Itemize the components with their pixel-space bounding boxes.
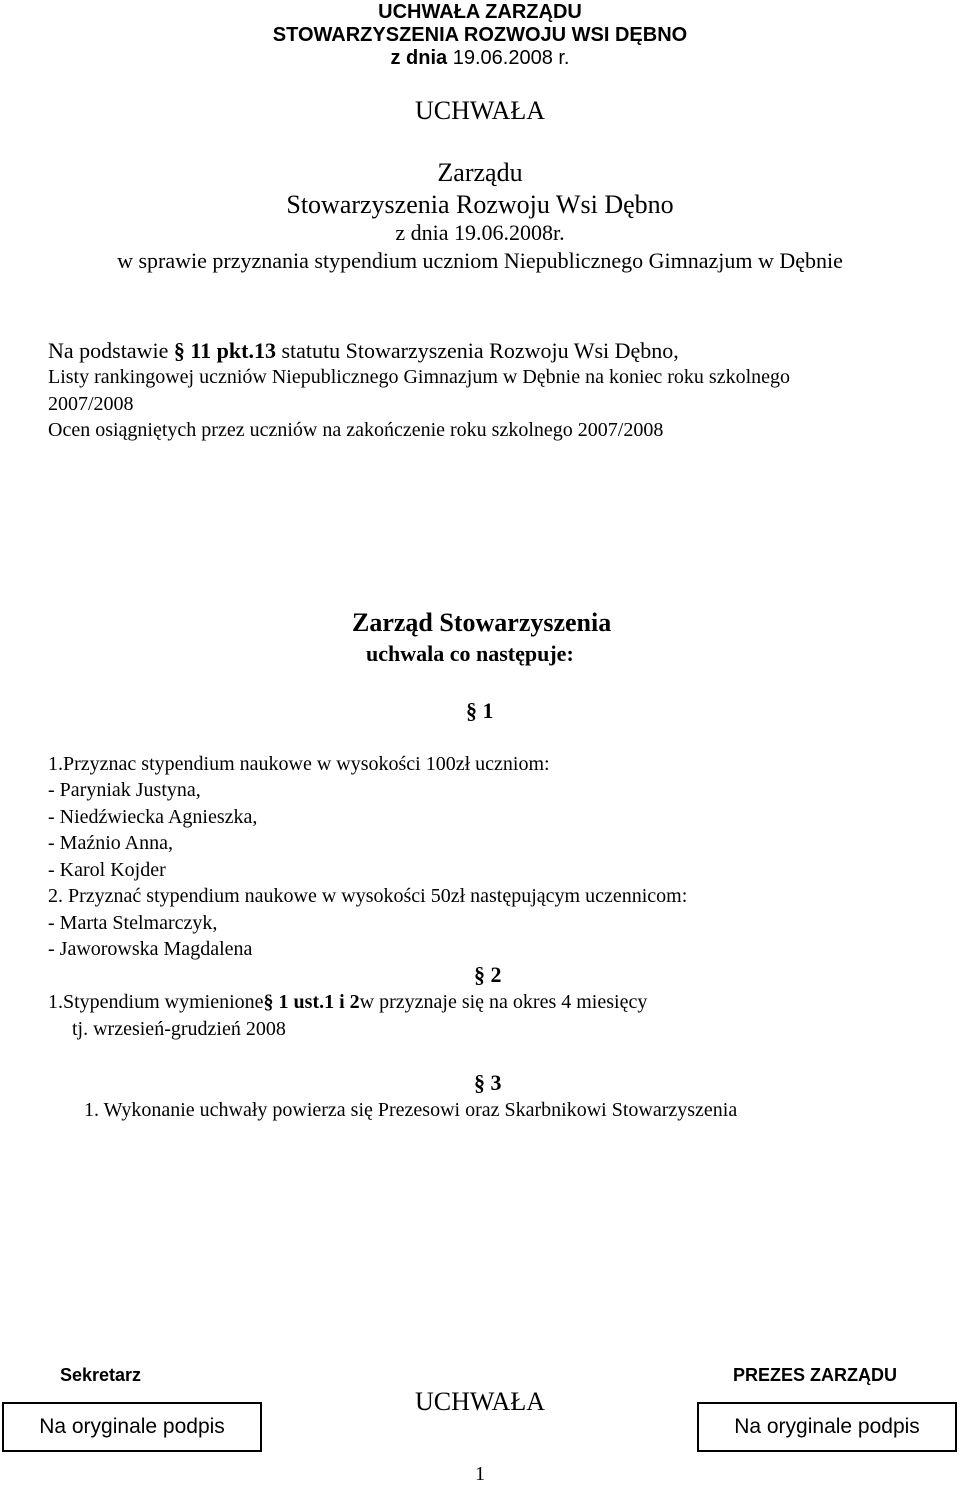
header-date-prefix: z dnia [390, 47, 448, 69]
resolution-line-2: uchwala co następuje: [366, 641, 574, 666]
paragraph-1-item-2: 2. Przyznać stypendium naukowe w wysokości 50zł następującym uczennicom: [48, 885, 688, 907]
resolution-line-1: Zarząd Stowarzyszenia [352, 608, 612, 637]
basis-prefix: Na podstawie [48, 338, 169, 363]
paragraph-2-text-a: 1.Stypendium wymienione [48, 991, 264, 1013]
paragraph-3-number: 3 [490, 1070, 502, 1095]
paragraph-2-text-b: 1 ust.1 i 2 [278, 991, 360, 1013]
section-sign-icon: § [474, 962, 485, 987]
basis-ref: 11 pkt.13 [190, 338, 276, 363]
basis-line-2: Listy rankingowej uczniów Niepublicznego Gimnazjum w Dębnie na koniec roku szkolnego [48, 366, 791, 388]
paragraph-2-line-1 [48, 990, 647, 1014]
basis-line-1 [48, 338, 679, 364]
secretary-label: Sekretarz [60, 1365, 142, 1385]
president-label: PREZES ZARZĄDU [733, 1365, 898, 1385]
paragraph-3-text: 1. Wykonanie uchwały powierza się Prezesowi oraz Skarbnikowi Stowarzyszenia [84, 1099, 738, 1121]
paragraph-2-number: 2 [490, 962, 502, 987]
center-heading: UCHWAŁA [415, 1387, 545, 1416]
paragraph-2-heading [474, 962, 502, 988]
header-line-3 [0, 46, 960, 70]
paragraph-1-heading [466, 698, 494, 724]
basis-line-3: 2007/2008 [48, 393, 134, 415]
list-item: - Maźnio Anna, [48, 832, 173, 854]
secretary-signature-box: Na oryginale podpis [2, 1402, 262, 1452]
title-subject: w sprawie przyznania stypendium uczniom Niepublicznego Gimnazjum w Dębnie [117, 248, 843, 273]
paragraph-3-heading [474, 1070, 502, 1096]
list-item: - Jaworowska Magdalena [48, 938, 253, 960]
header-line-2: STOWARZYSZENIA ROZWOJU WSI DĘBNO [272, 24, 688, 46]
title-date: z dnia 19.06.2008r. [395, 220, 565, 245]
page-number: 1 [475, 1463, 485, 1485]
title-heading: UCHWAŁA [415, 96, 545, 125]
section-sign-icon: § [263, 991, 274, 1013]
section-sign-icon: § [173, 338, 185, 363]
basis-line-4: Ocen osiągniętych przez uczniów na zakończenie roku szkolnego 2007/2008 [48, 419, 664, 441]
list-item: - Karol Kojder [48, 859, 166, 881]
paragraph-2-line-2: tj. wrzesień-grudzień 2008 [72, 1018, 286, 1040]
list-item: - Niedźwiecka Agnieszka, [48, 806, 258, 828]
header-line-1: UCHWAŁA ZARZĄDU [378, 1, 582, 23]
paragraph-1-item-1: 1.Przyznac stypendium naukowe w wysokości 100zł uczniom: [48, 753, 550, 775]
basis-line-1-rest: statutu Stowarzyszenia Rozwoju Wsi Dębno, [281, 338, 679, 363]
header-date: 19.06.2008 r. [452, 47, 570, 69]
section-sign-icon: § [466, 698, 477, 723]
list-item: - Paryniak Justyna, [48, 779, 201, 801]
paragraph-2-text-c: w przyznaje się na okres 4 miesięcy [359, 991, 648, 1013]
title-body: Zarządu [437, 158, 523, 187]
list-item: - Marta Stelmarczyk, [48, 912, 218, 934]
section-sign-icon: § [474, 1070, 485, 1095]
president-signature-box: Na oryginale podpis [697, 1402, 957, 1452]
title-organization: Stowarzyszenia Rozwoju Wsi Dębno [286, 190, 674, 219]
paragraph-1-number: 1 [482, 698, 494, 723]
